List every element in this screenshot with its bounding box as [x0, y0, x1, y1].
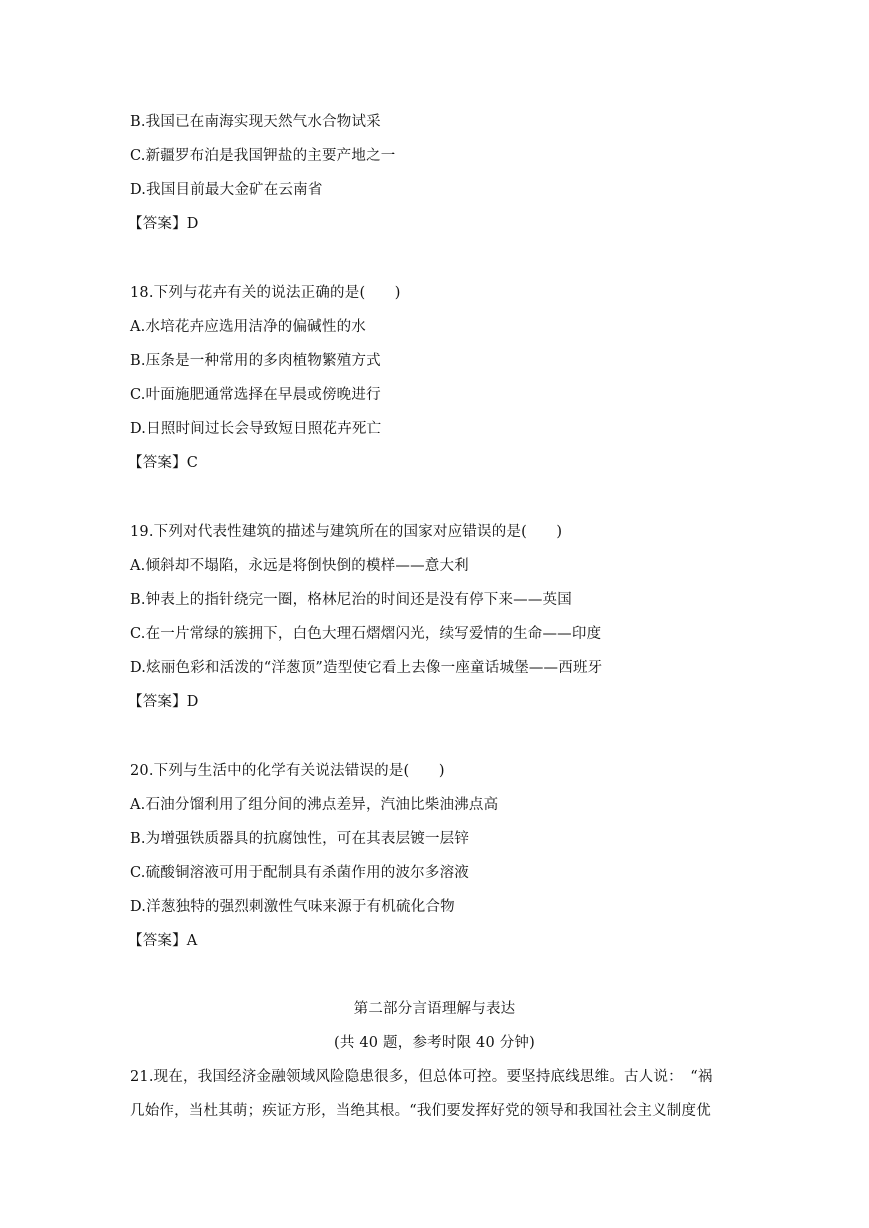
q20-option-c: C.硫酸铜溶液可用于配制具有杀菌作用的波尔多溶液	[130, 865, 469, 881]
q20-option-b: B.为增强铁质器具的抗腐蚀性，可在其表层镀一层锌	[130, 831, 470, 847]
q19-option-b: B.钟表上的指针绕完一圈，格林尼治的时间还是没有停下来——英国	[130, 592, 572, 608]
section-subtitle: (共 40 题，参考时限 40 分钟)	[334, 1035, 535, 1051]
q18-option-d: D.日照时间过长会导致短日照花卉死亡	[130, 421, 382, 437]
section-title: 第二部分言语理解与表达	[353, 1001, 516, 1017]
q20-option-d: D.洋葱独特的强烈刺激性气味来源于有机硫化合物	[130, 899, 455, 915]
q19-option-d: D.炫丽色彩和活泼的“洋葱顶”造型使它看上去像一座童话城堡——西班牙	[130, 660, 603, 676]
q19-option-c: C.在一片常绿的簇拥下，白色大理石熠熠闪光，续写爱情的生命——印度	[130, 626, 602, 642]
q17-option-c: C.新疆罗布泊是我国钾盐的主要产地之一	[130, 148, 396, 164]
q19-stem: 19.下列对代表性建筑的描述与建筑所在的国家对应错误的是( )	[130, 524, 563, 540]
q18-option-c: C.叶面施肥通常选择在早晨或傍晚进行	[130, 387, 381, 403]
q17-answer: 【答案】D	[128, 216, 199, 232]
q19-answer: 【答案】D	[128, 694, 199, 710]
q18-option-b: B.压条是一种常用的多肉植物繁殖方式	[130, 353, 381, 369]
q17-option-d: D.我国目前最大金矿在云南省	[130, 182, 323, 198]
q21-line-1: 21.现在，我国经济金融领域风险隐患很多，但总体可控。要坚持底线思维。古人说： “祸	[130, 1069, 713, 1085]
q17-option-b: B.我国已在南海实现天然气水合物试采	[130, 114, 381, 130]
q20-stem: 20.下列与生活中的化学有关说法错误的是( )	[130, 763, 445, 779]
q20-option-a: A.石油分馏利用了组分间的沸点差异，汽油比柴油沸点高	[130, 797, 499, 813]
q21-line-2: 几始作，当杜其萌；疾证方形，当绝其根。“我们要发挥好党的领导和我国社会主义制度优	[130, 1103, 711, 1119]
q19-option-a: A.倾斜却不塌陷，永远是将倒快倒的模样——意大利	[130, 558, 469, 574]
q18-option-a: A.水培花卉应选用洁净的偏碱性的水	[130, 319, 366, 335]
q18-stem: 18.下列与花卉有关的说法正确的是( )	[130, 285, 401, 301]
q18-answer: 【答案】C	[128, 455, 199, 471]
q20-answer: 【答案】A	[128, 933, 198, 949]
